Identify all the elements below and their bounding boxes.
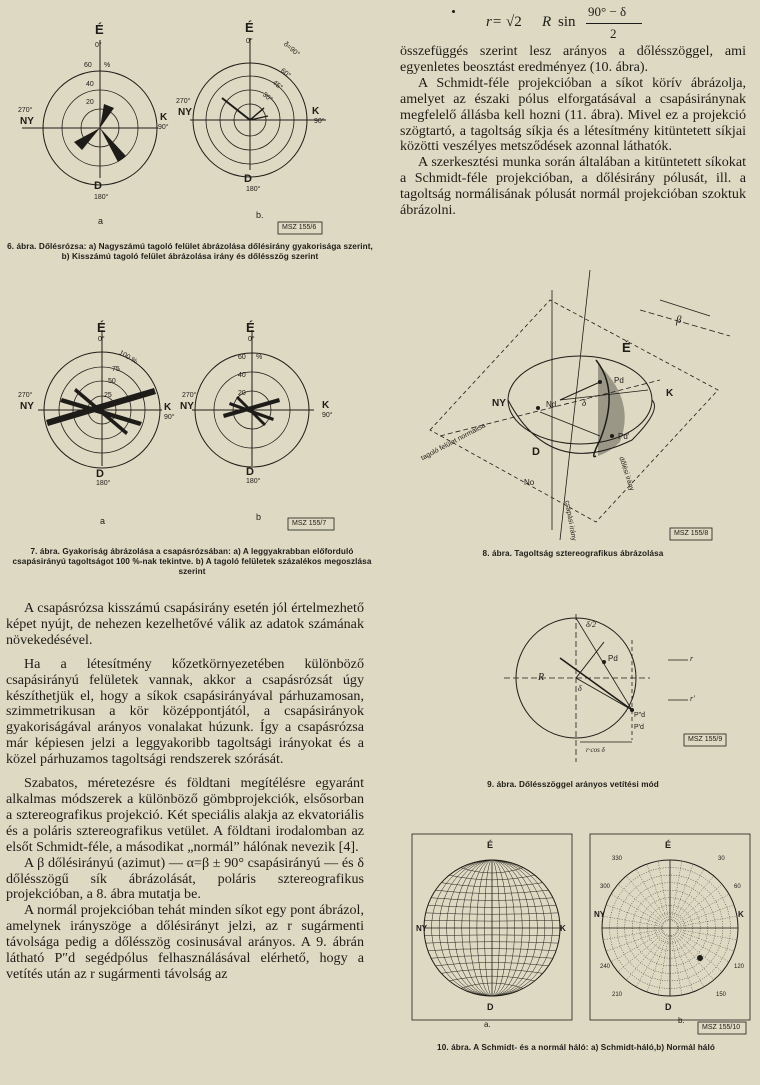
fig9-label-Pd3: P'd — [634, 724, 644, 731]
fig9-label-Pd: Pd — [608, 654, 618, 663]
fig7-stamp: MSZ 155/7 — [292, 520, 327, 527]
figure-8 — [400, 260, 750, 550]
fig9-caption: 9. ábra. Dőlésszöggel arányos vetítési mód — [487, 780, 659, 789]
fig10a-label-E: É — [487, 840, 494, 850]
fig8-label-dolesi: dőlési irány — [617, 456, 635, 492]
fig7a-sublabel: a — [100, 516, 106, 526]
fig7a-label-E: É — [97, 320, 106, 335]
formula-sin: sin — [558, 14, 576, 30]
fig9-label-rprime: r' — [690, 694, 695, 703]
fig7a-label-K-deg: 90° — [164, 414, 175, 421]
formula-lhs: r= — [486, 14, 502, 30]
fig9-label-Pd2: P"d — [634, 712, 646, 719]
formula-sqrt: √2 — [506, 14, 522, 30]
fig10b-label-D: D — [665, 1002, 672, 1012]
fig8-label-Nd: Nd — [546, 400, 557, 409]
polar-net — [602, 860, 738, 996]
left-paragraph-3: Szabatos, méretezésre és földtani megítélésre egyaránt alkalmas módszerek a különböző gömbprojekciók, elsősorban a sztereografikus projekció. Két speciális alakja az ekvatoriális és a poláris sztereografikus vetület. A földtani irodalomban az elsőt Schmidt-féle, a másodikat „normál” hálónak nevezik [4]. — [6, 775, 364, 855]
formula-numerator: 90° − δ — [588, 4, 627, 19]
fig9-label-rcos: r·cos δ — [586, 746, 605, 754]
fig6b-sublabel: b. — [256, 210, 264, 220]
fig10b-tick-60: 60 — [734, 884, 741, 890]
fig8-label-tagolo: tagoló felület normálisa — [420, 422, 487, 463]
fig10b-label-NY: NY — [594, 910, 606, 919]
figure-8-drawing — [400, 260, 750, 550]
fig7a-tick-75: 75 — [112, 366, 120, 373]
fig9-label-delta: δ — [578, 684, 582, 693]
fig8-label-Pd: Pd — [614, 376, 624, 385]
figure-7-drawing — [0, 320, 380, 550]
fig10b-tick-240: 240 — [600, 964, 611, 970]
fig6a-label-D: D — [94, 180, 102, 192]
fig6a-sublabel: a — [98, 216, 104, 226]
fig8-stamp: MSZ 155/8 — [674, 530, 709, 537]
fig8-label-No: No — [524, 478, 535, 487]
fig7a-label-NY: NY — [20, 401, 34, 412]
fig9-label-R: R — [538, 672, 545, 683]
fig10b-tick-300: 300 — [600, 884, 611, 890]
fig7b-label-E: É — [246, 320, 255, 335]
fig8-label-E: É — [622, 340, 631, 355]
left-column-text — [6, 601, 364, 983]
fig7a-label-K: K — [164, 402, 172, 413]
fig6-caption: 6. ábra. Dőlésrózsa: a) Nagyszámú tagoló felület ábrázolása dőlésirány gyakorisága szerint, b) Kisszámú tagoló felület ábrázolása irány és dőlésszög szerint — [7, 242, 373, 261]
fig6a-tick-60: 60 — [84, 62, 92, 69]
fig7b-sublabel: b — [256, 512, 262, 522]
fig8-label-K: K — [666, 388, 674, 399]
fig7b-label-W-deg: 270° — [182, 392, 197, 399]
fig6a-label-K-deg: 90° — [158, 124, 169, 131]
fig7a-tick-25: 25 — [104, 392, 112, 399]
fig7a-label-D-deg: 180° — [96, 480, 111, 487]
right-paragraph-2: A Schmidt-féle projekcióban a síkot körív ábrázolja, amelyet az északi pólus elforgatásával a csapásiránynak megfelelő állásba kell hozni (11. ábra). Mivel ez a projekció szögtartó, a tagoltság síkja és a létesítmény kitüntetett síkjai közötti veszélyes metsződések azonnal láthatók. — [400, 74, 746, 155]
figure-6 — [0, 10, 380, 246]
fig10a-label-D: D — [487, 1002, 494, 1012]
fig6a-label-K: K — [160, 112, 168, 123]
figure-7 — [0, 320, 380, 550]
fig7b-label-D: D — [246, 466, 254, 478]
fig6a-tick-40: 40 — [86, 81, 94, 88]
figure-9-drawing — [400, 600, 750, 780]
fig6b-label-K-deg: 90° — [314, 118, 325, 125]
fig10a-label-NY: NY — [416, 924, 428, 933]
formula-R: R — [542, 14, 552, 30]
formula-fraction-bar — [586, 23, 642, 24]
fig6a-label-E-deg: 0° — [95, 42, 102, 49]
fig6b-label-E: É — [245, 20, 254, 35]
fig10b-sublabel: b. — [678, 1016, 685, 1025]
fig7b-tick-pct: % — [256, 354, 263, 361]
fig6a-tick-pct: % — [104, 62, 111, 69]
fig8-label-Pd2: Pd' — [618, 432, 630, 441]
fig8-caption: 8. ábra. Tagoltság sztereografikus ábrázolása — [482, 549, 664, 558]
left-paragraph-2: Ha a létesítmény kőzetkörnyezetében különböző csapásirányú felületek vannak, akkor a csapásrózsát úgy készíthetjük el, hogy a síkok csapásirányával párhuzamosan, szimmetrikusan a kör középpontjától, a csapásirányok gyakoriságával arányos vonalakat húzunk. Így a csapásrózsa már képiesen jelzi a leggyakoribb tagoltsági irányokat és a közel párhuzamos tagoltsági rendszerek szórását. — [6, 655, 364, 768]
fig7a-label-E-deg: 0° — [98, 336, 105, 343]
fig6-stamp: MSZ 155/6 — [282, 224, 317, 231]
fig7b-label-K: K — [322, 400, 330, 411]
fig7b-tick-40: 40 — [238, 372, 246, 379]
fig6b-rose — [190, 38, 326, 177]
fig8-label-csapasi: csapási irány — [563, 500, 578, 542]
figure-10-drawing — [400, 832, 756, 1042]
figure-9 — [400, 600, 750, 780]
fig7b-tick-60: 60 — [238, 354, 246, 361]
speck — [452, 10, 455, 13]
fig6a-tick-20: 20 — [86, 99, 94, 106]
fig6a-label-W-deg: 270° — [18, 107, 33, 114]
fig10-caption: 10. ábra. A Schmidt- és a normál háló: a) Schmidt-háló,b) Normál háló — [437, 1043, 715, 1052]
fig10a-label-K: K — [560, 924, 566, 933]
fig6a-label-D-deg: 180° — [94, 194, 109, 201]
fig6b-label-D: D — [244, 173, 252, 185]
fig7b-label-NY: NY — [180, 401, 194, 412]
fig6b-label-W-deg: 270° — [176, 98, 191, 105]
fig10b-label-K: K — [738, 910, 744, 919]
fig7-caption: 7. ábra. Gyakoriság ábrázolása a csapásrózsában: a) A leggyakrabban előforduló csapásirányú tagoltságot 100 %-nak tekintve. b) A tagoló felületek százalékos megoszlása szerint — [12, 547, 372, 576]
fig7b-label-E-deg: 0° — [248, 336, 255, 343]
fig8-label-D: D — [532, 446, 540, 458]
left-paragraph-1: A csapásrózsa kisszámú csapásirány esetén jól értelmezhető képet nyújt, de nehezen kezelhetővé válik az adatok számának növekedésével. — [6, 600, 364, 648]
fig6b-tick-90: δ=90° — [281, 40, 301, 59]
fig8-label-NY: NY — [492, 398, 506, 409]
fig7a-label-D: D — [96, 468, 104, 480]
right-column-text — [400, 44, 746, 219]
fig10b-label-E: É — [665, 840, 672, 850]
fig9-stamp: MSZ 155/9 — [688, 736, 723, 743]
right-paragraph-1: összefüggés szerint lesz arányos a dőlésszöggel, ami egyenletes beosztást eredményez (10. ábra). — [400, 43, 746, 75]
fig7a-label-W-deg: 270° — [18, 392, 33, 399]
left-paragraph-5: A normál projekcióban tehát minden síkot egy pont ábrázol, amelynek irányszöge a dőlésirányt jelzi, az r sugármenti távolsága pedig a dőlésszög cosinusával arányos. A 9. ábrán látható P″d segédpólus felhasználásával elérhető, hogy a vetítés után az r sugármenti távolság az — [6, 902, 364, 982]
fig8-label-beta: β — [676, 314, 682, 326]
figure-10 — [400, 832, 756, 1042]
fig10b-tick-330: 330 — [612, 856, 623, 862]
formula-denominator: 2 — [610, 26, 617, 41]
figure-6-drawing — [0, 10, 380, 246]
fig6b-label-K: K — [312, 106, 320, 117]
right-paragraph-3: A szerkesztési munka során általában a kitüntetett síkokat a Schmidt-féle projekcióban, a dőlésirány pólusát, ill. a tagoltság normálisának pólusát normál projekcióban szoktuk ábrázolni. — [400, 154, 746, 219]
fig10b-tick-150: 150 — [716, 992, 727, 998]
fig6b-label-E-deg: 0° — [246, 38, 253, 45]
fig9-label-delta-half: δ/2 — [586, 620, 596, 629]
fig7a-tick-50: 50 — [108, 378, 116, 385]
fig6b-tick-60: 60° — [278, 67, 292, 80]
fig6b-label-D-deg: 180° — [246, 186, 261, 193]
fig7b-label-D-deg: 180° — [246, 478, 261, 485]
fig10b-tick-30: 30 — [718, 856, 725, 862]
fig6a-label-E: É — [95, 22, 104, 37]
fig10b-tick-210: 210 — [612, 992, 623, 998]
fig6b-tick-45: 45° — [270, 79, 284, 92]
formula — [486, 4, 746, 48]
fig7a-rose — [38, 330, 162, 468]
fig6b-tick-30: 30° — [260, 91, 274, 104]
fig8-label-delta: δ — [582, 398, 587, 408]
left-paragraph-4: A β dőlésirányú (azimut) — α=β ± 90° csapásirányú — és δ dőlésszögű sík ábrázolását, poláris sztereografikus projekcióban, a 8. ábra mutatja be. — [6, 854, 364, 903]
fig7b-tick-20: 20 — [238, 390, 246, 397]
fig7b-label-K-deg: 90° — [322, 412, 333, 419]
fig10a-sublabel: a. — [484, 1020, 491, 1029]
fig9-label-r: r — [690, 654, 694, 663]
fig6b-label-NY: NY — [178, 107, 192, 118]
fig10b-tick-120: 120 — [734, 964, 745, 970]
fig6a-label-NY: NY — [20, 116, 34, 127]
schmidt-net — [424, 860, 560, 996]
fig10-stamp: MSZ 155/10 — [702, 1024, 741, 1031]
fig7b-rose — [192, 330, 314, 467]
fig7a-tick-100: 100 % — [117, 349, 139, 366]
